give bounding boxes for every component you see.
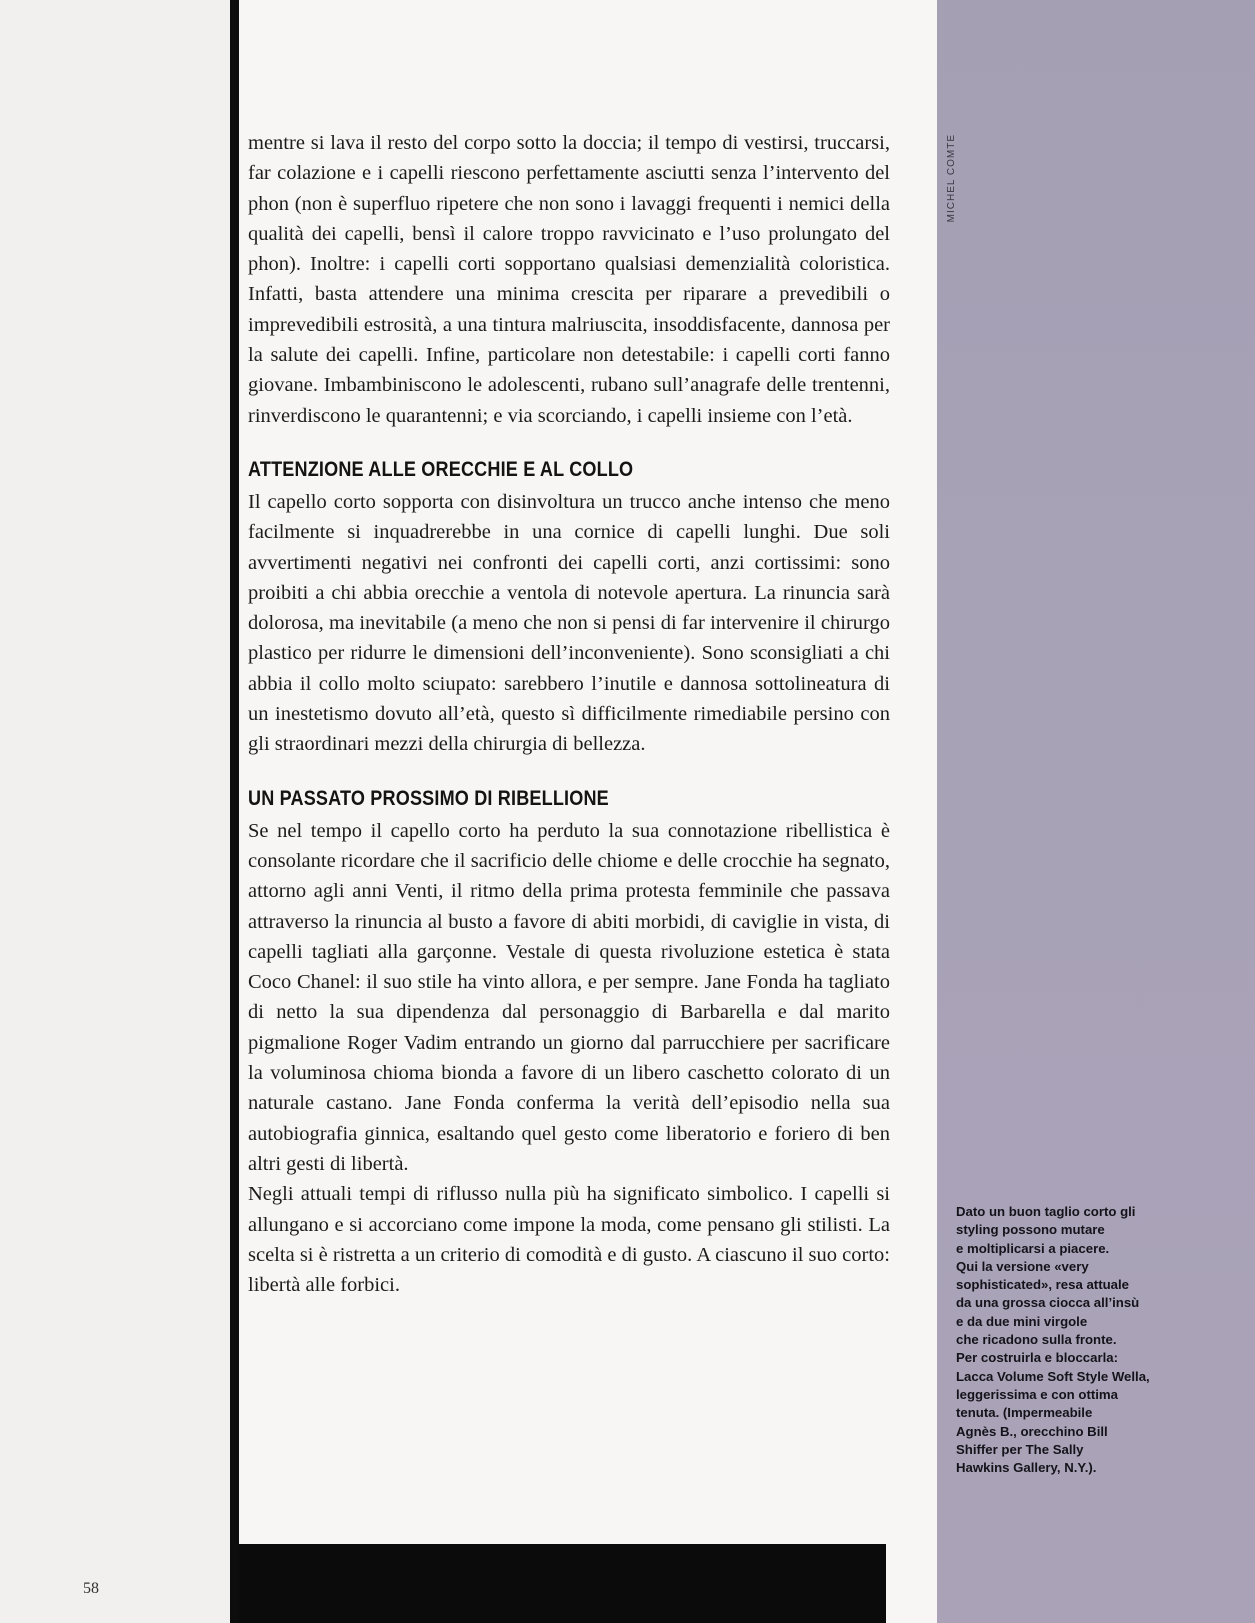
section-heading-ears-neck: ATTENZIONE ALLE ORECCHIE E AL COLLO [248, 457, 634, 481]
left-margin [0, 0, 230, 1623]
article-body [248, 128, 890, 1300]
section-paragraph-rebellion-2: Negli attuali tempi di riflusso nulla più ha significato simbolico. I capelli si allungano e si accorciano come impone la moda, come pensano gli stilisti. La scelta si è ristretta a un criterio di comodità e di gusto. A ciascuno il suo corto: libertà alle forbici. [248, 1183, 890, 1297]
photo-caption: Dato un buon taglio corto gli styling possono mutare e moltiplicarsi a piacere. Qui la versione «very sophisticated», resa attuale da una grossa ciocca all’insù e da due mini virgole che ricadono sulla fronte. Per costruirla e bloccarla: Lacca Volume Soft Style Wella, leggerissima e con ottima tenuta. (Impermeabile Agnès B., orecchino Bill Shiffer per The Sally Hawkins Gallery, N.Y.). [956, 1204, 1150, 1476]
bottom-black-bar [239, 1544, 886, 1623]
vertical-rule [230, 0, 239, 1623]
section-heading-rebellion: UN PASSATO PROSSIMO DI RIBELLIONE [248, 786, 609, 810]
page-number: 58 [83, 1580, 99, 1597]
section-paragraph-ears-neck: Il capello corto sopporta con disinvoltura un trucco anche intenso che meno facilmente si inquadrerebbe in una cornice di capelli lunghi. Due soli avvertimenti negativi nei confronti dei capelli corti, anzi cortissimi: sono proibiti a chi abbia orecchie a ventola di notevole apertura. La rinuncia sarà dolorosa, ma inevitabile (a meno che non si pensi di far intervenire il chirurgo plastico per ridurre le dimensioni dell’inconveniente). Sono sconsigliati a chi abbia il collo molto sciupato: sarebbero l’inutile e dannosa sottolineatura di un inestetismo dovuto all’età, questo sì difficilmente rimediabile persino con gli straordinari mezzi della chirurgia di bellezza. [248, 490, 890, 756]
section-paragraph-rebellion: Se nel tempo il capello corto ha perduto la sua connotazione ribellistica è consolante ricordare che il sacrificio delle chiome e delle crocchie ha segnato, attorno agli anni Venti, il ritmo della prima protesta femminile che passava attraverso la rinuncia al busto a favore di abiti morbidi, di caviglie in vista, di capelli tagliati alla garçonne. Vestale di questa rivoluzione estetica è stata Coco Chanel: il suo stile ha vinto allora, e per sempre. Jane Fonda ha tagliato di netto la sua dipendenza dal personaggio di Barbarella e dal marito pigmalione Roger Vadim entrando un giorno dal parrucchiere per sacrificare la voluminosa chioma bionda a favore di un libero caschetto colorato di un naturale castano. Jane Fonda conferma la verità dell’episodio nella sua autobiografia ginnica, esaltando quel gesto come liberatorio e foriero di ben altri gesti di libertà. [248, 819, 890, 1175]
intro-paragraph: mentre si lava il resto del corpo sotto la doccia; il tempo di vestirsi, truccarsi, far colazione e i capelli riescono perfettamente asciutti senza l’intervento del phon (non è superfluo ripetere che non sono i lavaggi frequenti i nemici della qualità dei capelli, bensì il calore troppo ravvicinato e l’uso prolungato del phon). Inoltre: i capelli corti sopportano qualsiasi demenzialità coloristica. Infatti, basta attendere una minima crescita per riparare a prevedibili o imprevedibili estrosità, a una tintura malriuscita, insoddisfacente, dannosa per la salute dei capelli. Infine, particolare non detestabile: i capelli corti fanno giovane. Imbambiniscono le adolescenti, rubano sull’anagrafe delle trentenni, rinverdiscono le quarantenni; e via scorciando, i capelli insieme con l’età. [248, 132, 890, 427]
photo-credit: MICHEL COMTE [946, 134, 957, 223]
